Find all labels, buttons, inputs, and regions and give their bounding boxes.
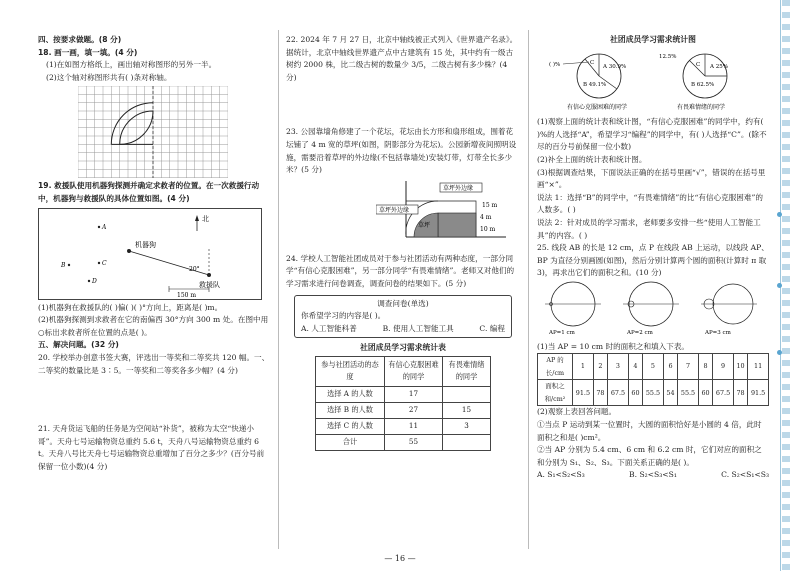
area-table-ap-header: AP 的长/cm [538, 354, 573, 380]
table-row: 合计 [316, 434, 385, 450]
q25-part1: (1)当 AP = 10 cm 时的面积之和填入下表。 [537, 341, 690, 351]
table-cell: 55 [385, 434, 443, 450]
column-right [537, 34, 769, 482]
table-cell: 2 [593, 354, 607, 380]
table-cell [443, 386, 491, 402]
column-divider-left [278, 30, 279, 549]
pie1-unknown-pct: ( )% [549, 61, 561, 68]
q25-option-b: B. S₂<S₃<S₁ [629, 470, 677, 480]
column-middle [286, 34, 520, 451]
q24-part2: (2)补全上面的统计表和统计图。 [537, 154, 647, 164]
q18-grid-figure [78, 86, 228, 178]
dim-4m: 4 m [480, 213, 492, 221]
q19-title: 19. 救援队使用机器狗探测并确定求救者的位置。在一次救援行动中，机器狗与救援队的具体位置如图。(4 分) [38, 181, 260, 203]
lawn-label: 草坪 [418, 221, 431, 229]
survey-title: 调查问卷(单选) [377, 298, 429, 308]
q25-part2a: ①当点 P 运动到某一位置时，大圆的面积恰好是小圆的 4 倍，此时面积之和是( )cm²。 [537, 420, 762, 442]
survey-option-a: A. 人工智能科普 [301, 323, 357, 333]
q24-part3: (3)根据调查结果，下面说法正确的在括号里画“√”，错误的在括号里画“×”。 [537, 167, 766, 190]
page-number: — 16 — [384, 554, 416, 563]
stats-table [315, 356, 491, 451]
column-divider-right [528, 30, 529, 549]
table-cell: 3 [443, 418, 491, 434]
table-cell: 9 [713, 354, 734, 380]
q25-part2: (2)观察上表回答问题。 [537, 407, 617, 417]
binding-hole-icon [777, 283, 782, 288]
table-cell: 67.5 [608, 380, 629, 406]
survey-question: 你希望学习的内容是( )。 [301, 311, 386, 321]
north-label: 北 [202, 214, 209, 223]
q23: 23. 公园靠墙角修建了一个花坛，花坛由长方形和扇形组成，围着花坛铺了 4 m 宽的草坪(如图，阴影部分为花坛)。公园新增夜间照明设施，需要沿着草坪的外边缘(不包括靠墙处)安装灯带，灯带全长多少米？(5 分) [286, 127, 517, 175]
pie1-caption: 有信心克服困难的同学 [567, 103, 628, 111]
outer-edge-label-top: 草坪外边缘 [443, 184, 474, 192]
table-cell [443, 434, 491, 450]
table-cell: 91.5 [748, 380, 769, 406]
table-cell: 10 [733, 354, 747, 380]
binding-strip [782, 0, 790, 571]
q25-circles-figure [537, 280, 769, 336]
robot-dog-label: 机器狗 [135, 240, 156, 249]
q18-part1: (1)在如图方格纸上，画出轴对称图形的另外一半。 [46, 60, 217, 70]
angle-label: 20° [189, 265, 200, 273]
table-cell: 1 [573, 354, 594, 380]
pie1-label-a: A 30.9% [603, 63, 627, 70]
table-cell: 91.5 [573, 380, 594, 406]
dim-15m: 15 m [482, 201, 498, 209]
table-row: 选择 A 的人数 [316, 386, 385, 402]
q19-part2: (2)机器狗探测到求救者在它的南偏西 30°方向 300 m 处。在图中用○标出求救者所在位置的点是( )。 [38, 315, 269, 337]
q23-flowerbed-figure [376, 179, 516, 241]
outer-edge-label-left: 草坪外边缘 [379, 206, 410, 214]
stats-table-caption: 社团成员学习需求统计表 [360, 343, 446, 353]
survey-option-b: B. 使用人工智能工具 [382, 323, 454, 333]
stats-header-anxious: 有畏难情绪的同学 [443, 356, 491, 386]
q25-part2b: ②当 AP 分别为 5.4 cm、6 cm 和 6.2 cm 时，它们对应的面积之和分别为 S₁、S₂、S₃。下面关系正确的是( )。 [537, 445, 762, 467]
q18-title: 18. 画一画，填一填。(4 分) [38, 47, 138, 57]
table-cell: 60 [628, 380, 642, 406]
pie2-label-c: C [696, 61, 701, 68]
table-cell: 55.5 [678, 380, 699, 406]
q20: 20. 学校举办创意书签大赛，评选出一等奖和二等奖共 120 幅。一、二等奖的数量比是 3∶5。一等奖和二等奖各多少幅？(4 分) [38, 352, 270, 375]
table-row: 选择 B 的人数 [316, 402, 385, 418]
table-cell: 11 [385, 418, 443, 434]
binding-hole-icon [777, 350, 782, 355]
dim-10m: 10 m [480, 225, 496, 233]
table-cell: 67.5 [713, 380, 734, 406]
table-cell: 17 [385, 386, 443, 402]
point-b: B [61, 261, 66, 269]
point-c: C [102, 259, 107, 267]
table-cell: 54 [663, 380, 677, 406]
column-left [38, 34, 270, 474]
stats-header-confident: 有信心克服困难的同学 [385, 356, 443, 386]
area-table [537, 353, 769, 406]
pie1-label-b: B 49.1% [583, 81, 607, 88]
table-cell: 8 [698, 354, 712, 380]
table-cell: 60 [698, 380, 712, 406]
section-5-heading: 五、解决问题。(32 分) [38, 340, 119, 350]
q19-map-figure [38, 208, 262, 300]
scale-label: 150 m [177, 291, 197, 299]
table-cell: 5 [643, 354, 664, 380]
table-cell: 11 [748, 354, 769, 380]
table-cell: 78 [593, 380, 607, 406]
q18-part2: (2)这个轴对称图形共有( )条对称轴。 [46, 72, 172, 82]
section-4-heading: 四、按要求做题。(8 分) [38, 35, 122, 44]
table-cell: 27 [385, 402, 443, 418]
table-cell: 6 [663, 354, 677, 380]
point-a: A [102, 223, 107, 231]
stats-header-attitude: 参与社团活动的态度 [316, 356, 385, 386]
pie-chart-title: 社团成员学习需求统计图 [610, 35, 696, 44]
pie-charts-figure [537, 48, 769, 112]
table-cell: 7 [678, 354, 699, 380]
pie2-caption: 有畏难情绪的同学 [677, 103, 726, 111]
rescue-team-label: 救援队 [199, 280, 220, 289]
q24: 24. 学校人工智能社团成员对于参与社团活动有两种态度，一部分同学“有信心克服困难”，另一部分同学“有畏难情绪”。老师又对他们的学习需求进行问卷调查，调查问卷的结果如下。(5 分) [286, 253, 515, 288]
fig-ap1: AP=1 cm [549, 329, 575, 336]
pie2-c-pct: 12.5% [659, 53, 677, 60]
pie2-label-b: B 62.5% [691, 81, 715, 88]
q22: 22. 2024 年 7 月 27 日，北京中轴线被正式列入《世界遗产名录》。据统计，北京中轴线世界遗产点中古建筑有 15 处，其中约有一级古树约 2000 株，比二级古树的数量少 3/5，二级古树有多少株？(4 分) [286, 35, 518, 82]
pie2-label-a: A 25% [710, 63, 728, 70]
point-d: D [92, 277, 97, 285]
q21: 21. 天舟货运飞船的任务是为空间站“补货”，被称为太空“快递小哥”。天舟七号运输物资总重约 5.6 t，天舟八号运输物资总重约 6 t。天舟八号比天舟七号运输物资总重增加了百分之多少？(百分号前保留一位小数)(4 分) [38, 424, 265, 471]
q25-option-c: C. S₂<S₁<S₃ [721, 470, 769, 480]
fig-ap3: AP=3 cm [705, 329, 731, 336]
q24-claim1: 说法 1：选择“B”的同学中，“有畏难情绪”的比“有信心克服困难”的人数多。( ) [537, 192, 763, 215]
table-cell: 4 [628, 354, 642, 380]
table-cell: 55.5 [643, 380, 664, 406]
area-table-sum-header: 面积之和/cm² [538, 380, 573, 406]
survey-box [294, 295, 512, 339]
q24-part1: (1)观察上面的统计表和统计图，“有信心克服困难”的同学中，约有( )%的人选择“A”，希望学习“编程”的同学中，有( )人选择“C”。(除不尽的百分号前保留一位小数) [537, 117, 767, 152]
binding-hole-icon [777, 212, 782, 217]
q24-claim2: 说法 2：针对成员的学习需求，老师要多安排一些“使用人工智能工具”的内容。( ) [537, 217, 761, 240]
q25: 25. 线段 AB 的长是 12 cm，点 P 在线段 AB 上运动，以线段 AP、BP 为直径分别画圆(如图)，然后分别计算两个圆的面积(计算时 π 取 3)，再求出它们的面积之和。(10 分) [537, 243, 769, 278]
fig-ap2: AP=2 cm [627, 329, 653, 336]
q25-option-a: A. S₁<S₂<S₃ [537, 470, 585, 480]
table-row: 选择 C 的人数 [316, 418, 385, 434]
survey-option-c: C. 编程 [479, 323, 505, 333]
table-cell: 15 [443, 402, 491, 418]
table-cell: 3 [608, 354, 629, 380]
table-cell: 78 [733, 380, 747, 406]
q19-part1: (1)机器狗在救援队的( )偏( )( )°方向上，距离是( )m。 [38, 302, 223, 312]
pie1-label-c: C [590, 59, 595, 66]
